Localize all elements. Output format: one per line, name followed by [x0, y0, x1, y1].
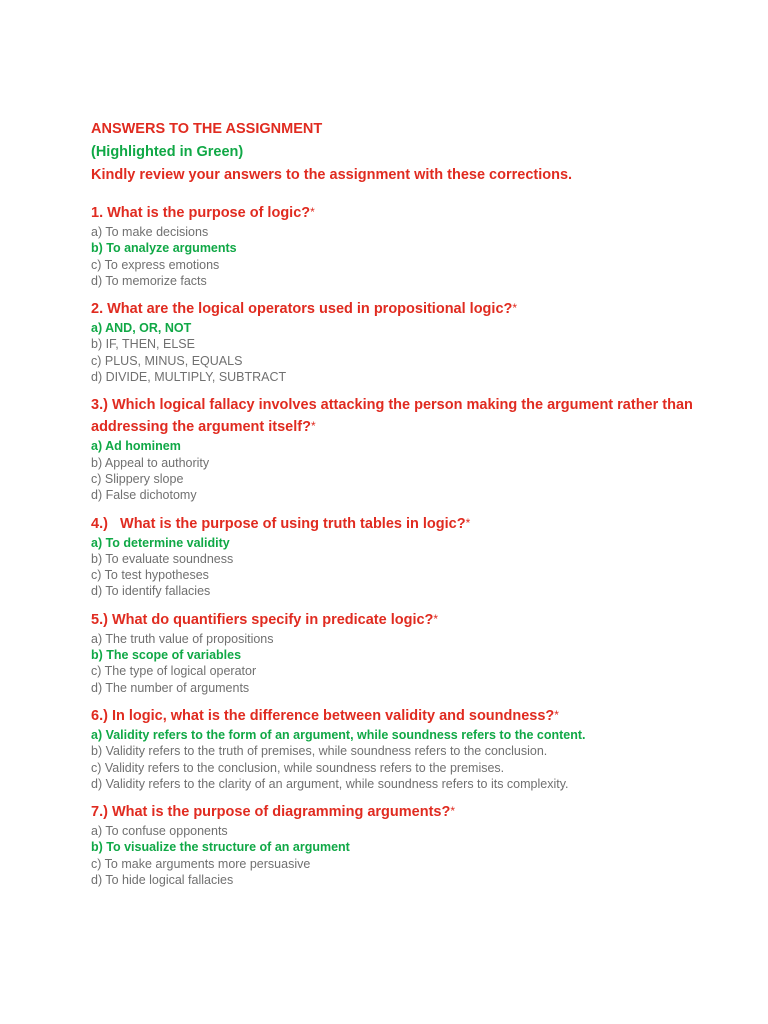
question-text [91, 705, 731, 727]
question-text [91, 202, 731, 224]
answer-option: b) Appeal to authority [91, 455, 210, 470]
question-block [91, 394, 731, 503]
answer-option: d) To hide logical fallacies [91, 873, 234, 888]
answer-option: c) To make arguments more persuasive [91, 856, 311, 871]
question-list [91, 202, 731, 888]
question-block [91, 705, 731, 792]
required-asterisk: * [554, 707, 559, 722]
document-title: ANSWERS TO THE ASSIGNMENT [91, 121, 323, 137]
question-label: 1. What is the purpose of logic? [91, 205, 311, 221]
question-label: 4.) What is the purpose of using truth tables in logic? [91, 515, 466, 532]
question-text [91, 609, 731, 631]
answer-option: d) Validity refers to the clarity of an argument, while soundness refers to its complexity. [91, 776, 569, 791]
answer-option: b) IF, THEN, ELSE [91, 337, 195, 352]
question-block [91, 513, 731, 600]
required-asterisk: * [433, 611, 439, 626]
correct-answer-option: b) To analyze arguments [91, 241, 237, 256]
answer-option: d) False dichotomy [91, 488, 197, 503]
answer-option: a) To make decisions [91, 225, 209, 239]
question-label: 6.) In logic, what is the difference between validity and soundness? [91, 707, 555, 724]
required-asterisk: * [512, 301, 518, 316]
required-asterisk: * [310, 419, 316, 434]
question-text [91, 298, 731, 320]
document-content [91, 118, 731, 897]
question-text [91, 394, 731, 438]
answer-option: d) To identify fallacies [91, 584, 211, 599]
answer-option: c) PLUS, MINUS, EQUALS [91, 353, 243, 368]
question-block [91, 609, 731, 696]
correct-answer-option: b) To visualize the structure of an argument [91, 840, 350, 855]
correct-answer-option: a) Validity refers to the form of an argument, while soundness refers to the content. [91, 727, 586, 742]
answer-option: d) The number of arguments [91, 680, 250, 695]
question-text [91, 801, 731, 823]
review-instruction: Kindly review your answers to the assignment with these corrections. [91, 167, 573, 183]
answer-option: b) To evaluate soundness [91, 551, 234, 566]
answer-option: c) To test hypotheses [91, 568, 209, 583]
answer-option: c) The type of logical operator [91, 664, 257, 679]
required-asterisk: * [310, 205, 315, 219]
answer-option: c) To express emotions [91, 257, 220, 272]
answer-option: c) Slippery slope [91, 471, 184, 486]
highlight-note: (Highlighted in Green) [91, 144, 244, 160]
correct-answer-option: a) To determine validity [91, 535, 230, 550]
correct-answer-option: b) The scope of variables [91, 648, 242, 663]
answer-option: a) The truth value of propositions [91, 631, 274, 646]
answer-option: b) Validity refers to the truth of premises, while soundness refers to the conclusion. [91, 744, 548, 759]
answer-option: c) Validity refers to the conclusion, while soundness refers to the premises. [91, 760, 505, 775]
answer-option: d) DIVIDE, MULTIPLY, SUBTRACT [91, 370, 287, 385]
answer-option: a) To confuse opponents [91, 824, 228, 839]
question-block [91, 801, 731, 888]
required-asterisk: * [465, 515, 471, 530]
question-label: 2. What are the logical operators used in propositional logic? [91, 301, 513, 318]
question-block [91, 298, 731, 385]
question-label: 5.) What do quantifiers specify in predicate logic? [91, 611, 434, 628]
question-block [91, 202, 731, 289]
correct-answer-option: a) AND, OR, NOT [91, 321, 192, 336]
correct-answer-option: a) Ad hominem [91, 439, 181, 454]
question-label: 3.) Which logical fallacy involves attacking the person making the argument rather than addressing the argument itself? [91, 397, 693, 436]
required-asterisk: * [450, 804, 455, 819]
answer-option: d) To memorize facts [91, 273, 207, 288]
question-label: 7.) What is the purpose of diagramming arguments? [91, 804, 451, 821]
question-text [91, 513, 731, 535]
